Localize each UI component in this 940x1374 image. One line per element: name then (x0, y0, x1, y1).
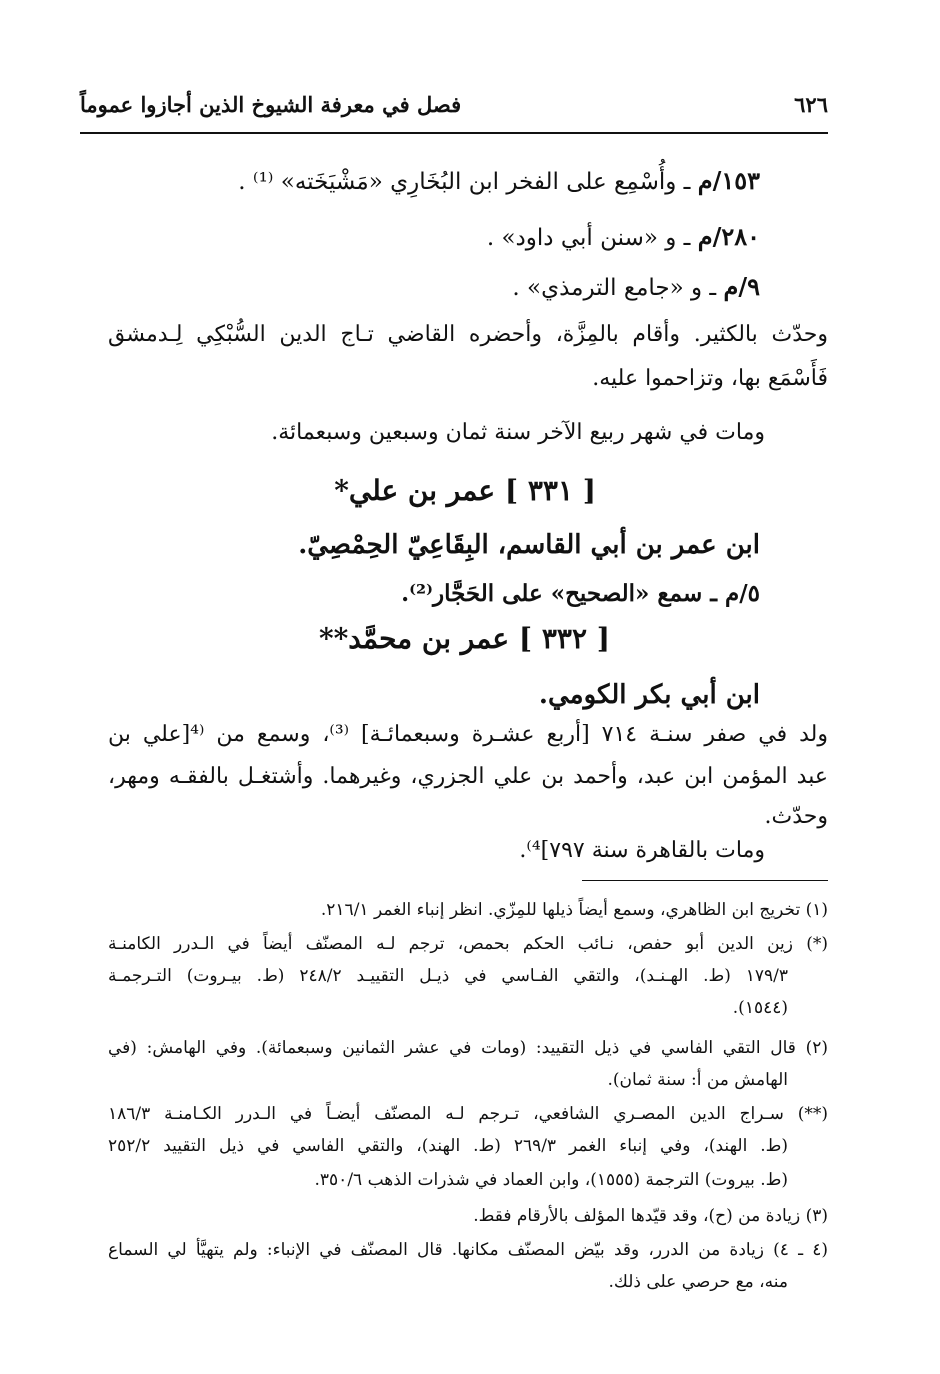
footnote-star-line1: (*) زين الدين أبو حفص، نـائب الحكم بحمص، ترجم لـه المصنّف أيضاً في الـدرر الكامنـة (108, 934, 828, 954)
running-header (80, 84, 828, 124)
entry-9: ٩/م ـ و «جامع الترمذي» . (512, 272, 760, 301)
bio2-line2: عبد المؤمن ابن عبد، وأحمد بن علي الجزري، وغيرهما. وأشتغـل بالفقـه ومهر، (108, 764, 828, 789)
page-number: ٦٢٦ (794, 91, 828, 117)
lineage-331: ابن عمر بن أبي القاسم، البِقَاعِيّ الحِمْصِيّ. (298, 530, 760, 560)
bio2-line1: ولد في صفر سنـة ٧١٤ [أربع عشـرة وسبعمائـة] ⁽³⁾، وسمع من ⁽⁴[علي بن (108, 722, 828, 747)
bio1-line1: وحدّث بالكثير. وأقام بالمِزَّة، وأحضره القاضي تـاج الدين السُّبْكِي لِـدمشق (108, 322, 828, 347)
footnote-4-line2: منه، مع حرصي على ذلك. (608, 1272, 788, 1292)
entry-153: ١٥٣/م ـ وأُسْمِع على الفخر ابن البُخَارِي «مَشْيَخَته» ⁽¹⁾ . (238, 166, 760, 195)
chapter-title: فصل في معرفة الشيوخ الذين أجازوا عموماً (80, 91, 462, 117)
footnote-star-line3: (١٥٤٤). (732, 998, 788, 1018)
footnote-star-line2: ١٧٩/٣ (ط. الهـنـد)، والتقي الفـاسي في ذيـل التقييـد ٢٤٨/٢ (ط. بيـروت) التـرجمـة (108, 966, 788, 986)
footnote-1: (١) تخريج ابن الظاهري، وسمع أيضاً ذيلها للمِزّي. انظر إنباء الغمر ٢١٦/١. (320, 900, 828, 920)
footnote-2-line1: (٢) قال التقي الفاسي في ذيل التقييد: (ومات في عشر الثمانين وسبعمائة). وفي الهامش: (في (108, 1038, 828, 1058)
lineage-332: ابن أبي بكر الكومي. (538, 680, 760, 710)
footnote-2-line2: الهامش من أ: سنة ثمان). (607, 1070, 788, 1090)
footnote-dstar-line1: (**) سـراج الدين المصـري الشافعي، تـرجم لـه المصنّف أيضـاً في الـدرر الكـامنـة ١٨٦/٣ (108, 1104, 828, 1124)
bio1-line2: فَأَسْمَع بها، وتزاحموا عليه. (592, 366, 828, 391)
entry-280: ٢٨٠/م ـ و «سنن أبي داود» . (486, 222, 760, 251)
footnote-rule (582, 880, 828, 881)
bio1-death: ومات في شهر ربيع الآخر سنة ثمان وسبعين وسبعمائة. (271, 420, 765, 445)
bio2-line3: وحدّث. (764, 804, 828, 829)
header-rule (80, 132, 828, 134)
heading-332: [ ٣٣٢ ] عمر بن محمَّد** (318, 622, 610, 655)
bio2-line4: ومات بالقاهرة سنة ٧٩٧]⁴⁾. (519, 838, 765, 863)
footnote-dstar-line2: (ط. الهند)، وفي إنباء الغمر ٢٦٩/٣ (ط. الهند)، والتقي الفاسي في ذيل التقييد ٢٥٢/٢ (108, 1136, 788, 1156)
heading-331: [ ٣٣١ ] عمر بن علي* (334, 474, 596, 507)
footnote-dstar-line3: (ط. بيروت) الترجمة (١٥٥٥)، وابن العماد في شذرات الذهب ٣٥٠/٦. (314, 1170, 788, 1190)
footnote-3: (٣) زيادة من (ح)، وقد قيّدها المؤلف بالأرقام فقط. (473, 1206, 828, 1226)
entry-5: ٥/م ـ سمع «الصحيح» على الحَجَّار⁽²⁾. (401, 580, 760, 607)
footnote-4-line1: (٤ ـ ٤) زيادة من الدرر، وقد بيّض المصنّف مكانها. قال المصنّف في الإنباء: ولم يتهيَّأ لي السماع (108, 1240, 828, 1260)
